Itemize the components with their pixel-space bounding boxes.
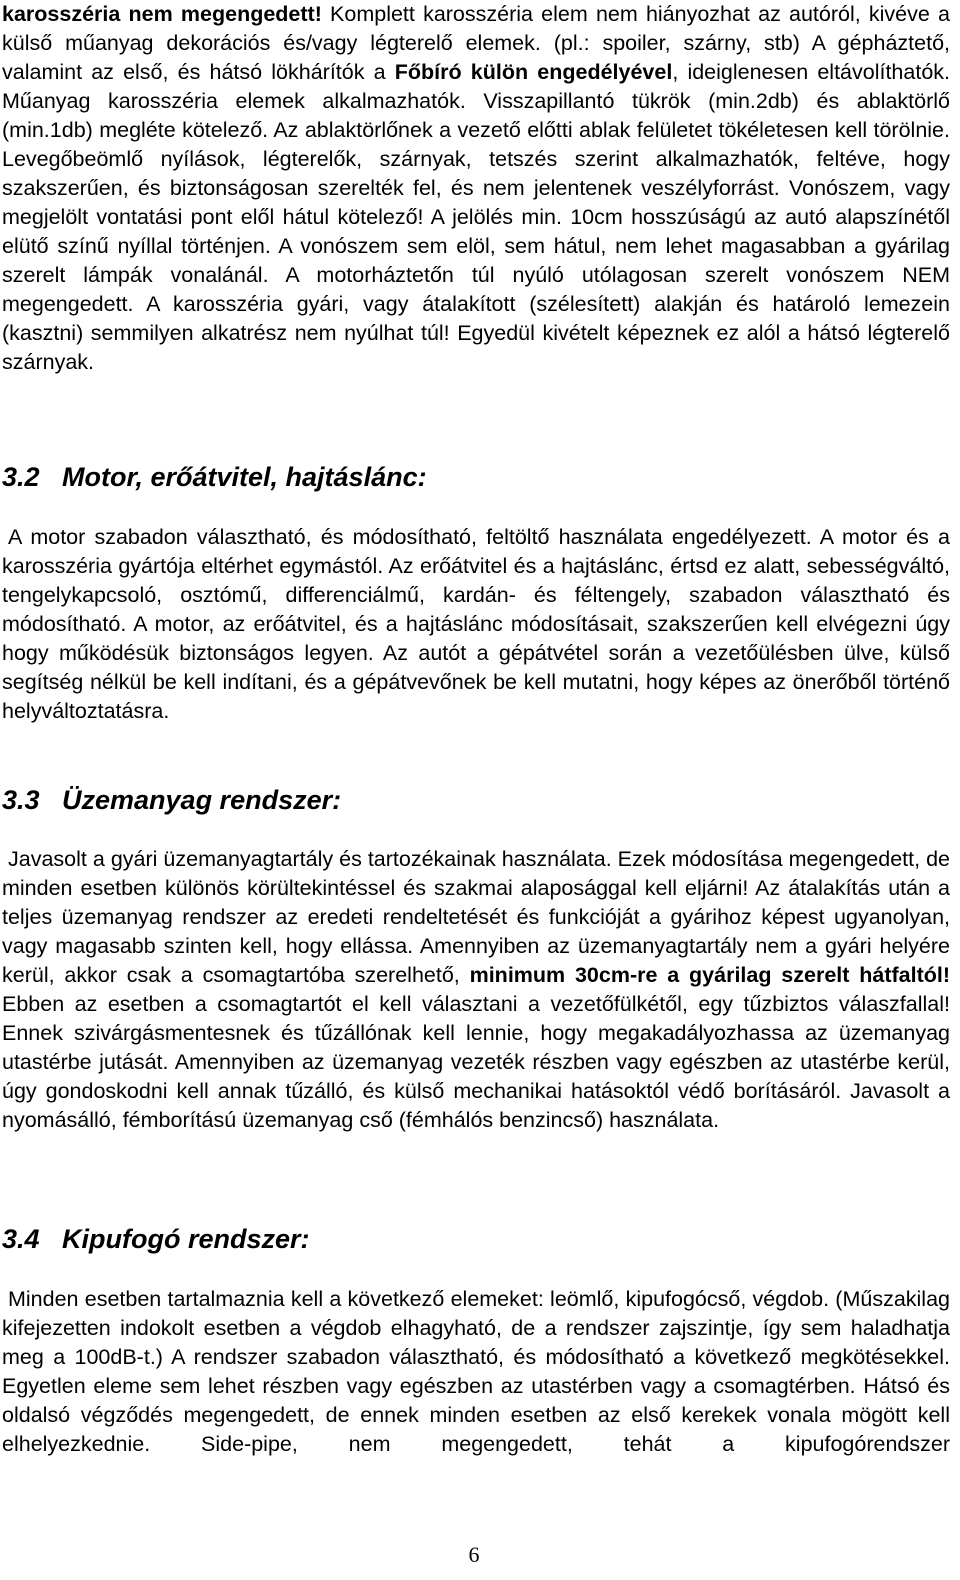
intro-bold-2: Főbíró külön engedélyével bbox=[394, 60, 673, 84]
section-heading-3-2 bbox=[2, 461, 427, 493]
intro-bold-1: karosszéria nem megengedett! bbox=[2, 2, 322, 26]
section-3-3-text-1: Javasolt a gyári üzemanyagtartály és tartozékainak használata. Ezek módosítása megengedett, de minden esetben különös körültekintéssel és szakmai alaposággal kell eljárni! Az átalakítás után a teljes üzemanyag rendszer az eredeti rendeltetését és funkcióját a gyárihoz képest ugyanolyan, vagy magasabb szinten kell, hogy ellássa. Amennyiben az üzemanyagtartály nem a gyári helyére kerül, akkor csak a csomagtartóba szerelhető, bbox=[2, 847, 950, 987]
section-heading-3-4 bbox=[2, 1223, 310, 1255]
section-heading-3-3 bbox=[2, 784, 341, 816]
section-title: Kipufogó rendszer: bbox=[62, 1224, 310, 1254]
section-3-3-text-2: Ebben az esetben a csomagtartót el kell választani a vezetőfülkétől, egy tűzbiztos válaszfallal! Ennek szivárgásmentesnek és tűzállónak kell lennie, hogy megakadályozhassa az üzemanyag utastérbe jutását. Amennyiben az üzemanyag vezeték részben vagy egészben az utastérbe kerül, úgy gondoskodni kell annak tűzálló, és külső mechanikai hatásoktól védő borításáról. Javasolt a nyomásálló, fémborítású üzemanyag cső (fémhálós benzincső) használata. bbox=[2, 992, 950, 1132]
intro-text-1: Komplett karosszéria elem nem hiányozhat az autóról, kivéve a külső műanyag dekorációs és/vagy légterelő elemek. (pl.: spoiler, szárny, stb) A gépháztető, valamint az első, és hátsó lökhárítók a bbox=[2, 2, 950, 84]
section-3-4-paragraph: Minden esetben tartalmaznia kell a következő elemeket: leömlő, kipufogócső, végdob. (Műszakilag kifejezetten indokolt esetben a végdob elhagyható, de a rendszer zajszintje, így sem haladhatja meg a 100dB-t.) A rendszer szabadon választható, és módosítható a következő megkötésekkel. Egyetlen eleme sem lehet részben vagy egészben az utastérben vagy a csomagtérben. Hátsó és oldalsó végződés megengedett, de ennek minden esetben az első kerekek vonala mögött kell elhelyezkednie. Side-pipe, nem megengedett, tehát a kipufogórendszer bbox=[2, 1287, 950, 1456]
section-number: 3.3 bbox=[2, 785, 40, 815]
section-3-2-paragraph: A motor szabadon választható, és módosítható, feltöltő használata engedélyezett. A motor és a karosszéria gyártója eltérhet egymástól. Az erőátvitel és a hajtáslánc, értsd ez alatt, sebességváltó, tengelykapcsoló, osztómű, differenciálmű, kardán- és féltengely, szabadon választható és módosítható. A motor, az erőátvitel, és a hajtáslánc módosításait, szakszerűen kell elvégezni úgy hogy működésük biztonságos legyen. Az autót a gépátvétel során a vezetőülésben ülve, külső segítség nélkül be kell indítani, és a gépátvevőnek be kell mutatni, hogy képes az önerőből történő helyváltoztatásra. bbox=[2, 525, 950, 723]
section-number: 3.4 bbox=[2, 1224, 40, 1254]
section-title: Üzemanyag rendszer: bbox=[62, 785, 342, 815]
page-number: 6 bbox=[468, 1542, 480, 1567]
section-number: 3.2 bbox=[2, 462, 40, 492]
section-title: Motor, erőátvitel, hajtáslánc: bbox=[62, 462, 427, 492]
intro-text-2: , ideiglenesen eltávolíthatók. Műanyag karosszéria elemek alkalmazhatók. Visszapillantó tükrök (min.2db) és ablaktörlő (min.1db) megléte kötelező. Az ablaktörlőnek a vezető előtti ablak felületet tökéletesen kell törölnie. Levegőbeömlő nyílások, légterelők, szárnyak, tetszés szerint alkalmazhatók, feltéve, hogy szakszerűen, és biztonságosan szerelték fel, és nem jelentenek veszélyforrást. Vonószem, vagy megjelölt vontatási pont elől hátul kötelező! A jelölés min. 10cm hosszúságú az autó alapszínétől elütő színű nyíllal történjen. A vonószem sem elöl, sem hátul, nem lehet magasabban a gyárilag szerelt lámpák vonalánál. A motorháztetőn túl nyúló utólagosan szerelt vonószem NEM megengedett. A karosszéria gyári, vagy átalakított (szélesített) alakján és határoló lemezein (kasztni) semmilyen alkatrész nem nyúlhat túl! Egyedül kivételt képeznek ez alól a hátsó légterelő szárnyak. bbox=[2, 60, 950, 374]
section-3-3-paragraph bbox=[2, 845, 950, 1135]
section-3-3-bold: minimum 30cm-re a gyárilag szerelt hátfaltól! bbox=[469, 963, 950, 987]
intro-paragraph bbox=[2, 0, 950, 377]
